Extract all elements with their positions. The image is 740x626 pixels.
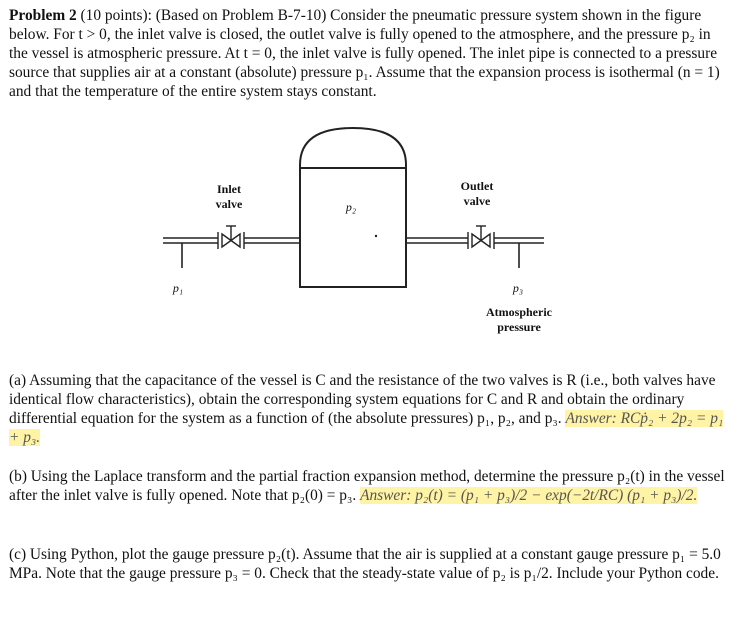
problem-heading: Problem 2 <box>9 7 77 24</box>
part-c <box>9 545 731 583</box>
outlet-valve <box>468 226 494 249</box>
part-a-text: (a) Assuming that the capacitance of the vessel is C and the resistance of the two valves is R (i.e., both valves have identical flow characteristics), obtain the corresponding system equations for C and R and obtain the ordinary differential equation for the system as a function of (the absolute pressures) p₁, p₂, and p₃. <box>9 372 716 427</box>
part-b <box>9 467 731 505</box>
part-a <box>9 371 731 447</box>
part-b-text: (b) Using the Laplace transform and the partial fraction expansion method, determine the pressure p₂(t) in the vessel after the inlet valve is fully opened. Note that p₂(0) = p₃. <box>9 468 725 504</box>
p2-label: p₂ <box>345 200 357 214</box>
outlet-pipe <box>406 238 544 268</box>
inlet-valve <box>218 226 244 249</box>
atmospheric-label-2: pressure <box>497 320 541 334</box>
p1-label: p₁ <box>172 281 184 295</box>
part-a-answer: Answer: RCṗ₂ + 2p₂ = p₁ + p₃. <box>9 410 724 446</box>
outlet-valve-label-2: valve <box>463 194 491 208</box>
atmospheric-label-1: Atmospheric <box>486 305 552 319</box>
problem-intro-text: (Based on Problem B-7-10) Consider the pneumatic pressure system shown in the figure below. For t > 0, the inlet valve is closed, the outlet valve is fully opened to the atmosphere, and the pressure p₂ in the vessel is atmospheric pressure. At t = 0, the inlet valve is fully opened. The inlet pipe is connected to a pressure source that supplies air at a constant (absolute) pressure p₁. Assume that the expansion process is isothermal (n = 1) and that the temperature of the entire system stays constant. <box>9 7 720 100</box>
inlet-pipe <box>163 238 300 268</box>
outlet-valve-label-1: Outlet <box>460 179 494 193</box>
inlet-valve-label-1: Inlet <box>217 182 241 196</box>
part-b-answer: Answer: p₂(t) = (p₁ + p₃)/2 − exp(−2t/RC) (p₁ + p₃)/2. <box>360 487 698 504</box>
part-c-text: (c) Using Python, plot the gauge pressure p₂(t). Assume that the air is supplied at a constant gauge pressure p₁ = 5.0 MPa. Note that the gauge pressure p₃ = 0. Check that the steady-state value of p₂ is p₁/2. Include your Python code. <box>9 546 721 582</box>
p3-label: p₃ <box>512 281 524 295</box>
problem-points: (10 points): <box>76 7 156 24</box>
inlet-valve-label-2: valve <box>215 197 243 211</box>
